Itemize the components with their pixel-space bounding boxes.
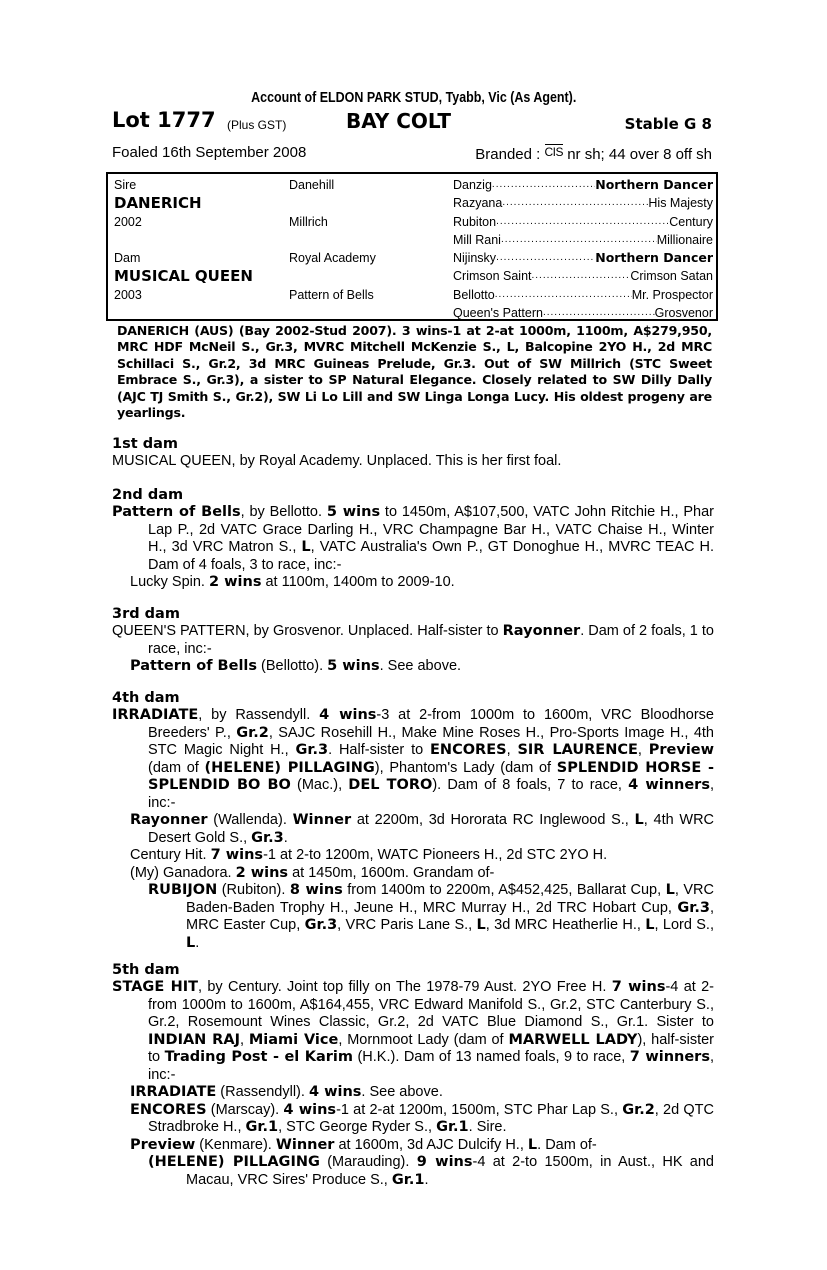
text-run: . [283, 829, 288, 846]
bold-text: 5 wins [327, 658, 380, 674]
text-run: (Marscay). [206, 1101, 284, 1118]
bold-text: RUBIJON [148, 882, 218, 898]
leader-dots [532, 267, 631, 285]
section-heading: 1st dam [112, 436, 178, 452]
section-heading: 2nd dam [112, 487, 184, 503]
vendor-account: Account of ELDON PARK STUD, Tyabb, Vic (As Agent). [251, 90, 577, 106]
text-run: -4 at 2-to 1500m, in Aust., HK and Macau, VRC Sires' Produce S., [186, 1154, 715, 1188]
text-run: (H.K.). Dam of 13 named foals, 9 to race, [353, 1049, 630, 1065]
progeny-list [112, 574, 714, 592]
text-run: , 2d QTC Stradbroke H., [148, 1101, 714, 1135]
bold-text: L [186, 934, 196, 951]
text-run: , [506, 742, 518, 758]
text-run: , inc:- [148, 1049, 714, 1083]
ancestor-row: Mill Rani ..... Millionaire [453, 231, 713, 249]
text-run: (dam of [148, 759, 205, 776]
brand-description [475, 144, 712, 163]
text-run: , VRC Baden-Baden Trophy H., Jeune H., MRC Murray H., 2d TRC Hobart Cup, [186, 882, 714, 916]
progeny-entry [112, 1102, 714, 1137]
text-run: (My) Ganadora. [130, 864, 236, 881]
bold-text: L [301, 539, 311, 555]
bold-text: Gr.1 [436, 1119, 469, 1135]
bold-text: Gr.2 [236, 724, 269, 741]
bold-text: (HELENE) PILLAGING [148, 1154, 320, 1170]
bold-text: Rayonner [130, 812, 208, 828]
bold-text: IRRADIATE [112, 707, 199, 723]
ancestor-row: Nijinsky ..... Northern Dancer [453, 249, 713, 267]
bold-text: 9 wins [416, 1154, 473, 1170]
text-run: , 4th WRC Desert Gold S., [148, 812, 715, 846]
plus-gst-note: (Plus GST) [227, 118, 287, 132]
bold-text: 2 wins [209, 574, 262, 590]
text-run: , Mornmoot Lady (dam of [338, 1031, 509, 1048]
horse-description: BAY COLT [346, 109, 452, 133]
sire-year: 2002 [114, 215, 142, 229]
leader-dots [492, 176, 595, 194]
text-run: , MRC Easter Cup, [186, 899, 714, 933]
progeny-entry [112, 812, 714, 847]
progeny-list [112, 1084, 714, 1154]
ancestor-row: Rubiton ..... Century [453, 213, 713, 231]
text-run: , by Bellotto. [240, 504, 327, 520]
bold-text: L [527, 1136, 538, 1153]
text-run: . Dam of- [537, 1136, 597, 1153]
progeny-entry [112, 1154, 714, 1189]
leader-dots [502, 194, 648, 212]
stable-location: Stable G 8 [624, 115, 712, 133]
ancestor-row: Danzig ..... Northern Dancer [453, 176, 713, 194]
sire-label: Sire [114, 178, 137, 192]
text-run: . Half-sister to [328, 742, 431, 758]
ancestor-row: Bellotto ..... Mr. Prospector [453, 286, 713, 304]
text-run: . [195, 934, 200, 951]
dam-name: MUSICAL QUEEN [114, 267, 253, 285]
progeny-entry [112, 1137, 714, 1155]
bold-text: Winner [275, 1136, 335, 1153]
bold-text: Gr.1 [245, 1119, 279, 1135]
section-heading: 5th dam [112, 962, 180, 978]
progeny-entry [112, 847, 714, 865]
dam-label: Dam [114, 251, 141, 265]
grandprogeny-list [112, 882, 714, 952]
bold-text: 4 wins [308, 1084, 362, 1100]
text-run: , 3d MRC Heatherlie H., [485, 917, 646, 933]
text-run: to 1450m, A$107,500, VATC John Ritchie H., Phar Lap P., 2d VATC Grace Darling H., VRC Champagne Bar H., VATC Chaise H., Winter H., 3d VRC Matron S., [148, 504, 714, 555]
bold-text: Trading Post - el Karim [164, 1049, 354, 1065]
dam-record [112, 979, 714, 1084]
bold-text: Gr.1 [391, 1171, 425, 1188]
progeny-entry [112, 574, 714, 592]
bold-text: SIR LAURENCE [517, 742, 638, 758]
bold-text: Gr.3 [304, 917, 338, 933]
bold-text: Miami Vice [248, 1031, 339, 1048]
sire-summary: DANERICH (AUS) (Bay 2002-Stud 2007). 3 wins-1 at 2-at 1000m, 1100m, A$279,950, MRC HDF McNeil S., Gr.3, MVRC Mitchell McKenzie S., L, Balcopine 2YO H., 2d MRC Schillaci S., Gr.2, 3d MRC Guineas Prelude, Gr.3. Out of SW Millrich (STC Sweet Embrace S., Gr.3), a sister to SP Natural Elegance. Closely related to SW Dilly Dally (AJC TJ Smith S., Gr.2), SW Li Lo Lill and SW Linga Longa Lucy. His oldest progeny are yearlings. [117, 323, 712, 421]
text-run: -1 at 2-to 1200m, WATC Pioneers H., 2d STC 2YO H. [263, 847, 608, 863]
text-run: . [424, 1171, 429, 1188]
bold-text: L [634, 812, 644, 828]
first-dam-section [112, 436, 714, 471]
text-run: from 1400m to 2200m, A$452,425, Ballarat Cup, [342, 882, 666, 898]
second-dam-section [112, 487, 714, 592]
bold-text: DEL TORO [348, 777, 433, 793]
text-run: , STC George Ryder S., [278, 1119, 437, 1135]
bold-text: Gr.2 [622, 1101, 655, 1118]
dam-record [112, 707, 714, 812]
progeny-entry [112, 882, 714, 952]
bold-text: 8 wins [289, 882, 343, 898]
ancestor-row: Crimson Saint ..... Crimson Satan [453, 267, 713, 285]
sire-dam: Millrich [289, 215, 328, 229]
bold-text: 4 winners [628, 777, 710, 793]
bold-text: SPLENDID HORSE - SPLENDID BO BO [148, 759, 715, 793]
text-run: at 1600m, 3d AJC Dulcify H., [334, 1136, 528, 1153]
bold-text: 4 wins [283, 1101, 337, 1118]
fifth-dam-section [112, 962, 714, 1189]
text-run: at 1100m, 1400m to 2009-10. [261, 574, 455, 590]
bold-text: Gr.3 [677, 899, 710, 916]
dam-sire: Royal Academy [289, 251, 376, 265]
dam-year: 2003 [114, 288, 142, 302]
bold-text: Rayonner [502, 623, 581, 639]
text-run: . See above. [379, 658, 462, 674]
section-heading: 4th dam [112, 690, 180, 706]
text-run: (Bellotto). [257, 658, 328, 674]
progeny-list [112, 812, 714, 882]
bold-text: MARWELL LADY [508, 1031, 638, 1048]
ancestor-row: Razyana ..... His Majesty [453, 194, 713, 212]
bold-text: (HELENE) PILLAGING [204, 759, 375, 776]
bold-text: Winner [292, 812, 352, 828]
text-run: . See above. [361, 1084, 443, 1100]
bold-text: ENCORES [430, 742, 507, 758]
leader-dots [501, 231, 657, 249]
text-run: (Marauding). [319, 1154, 417, 1170]
bold-text: STAGE HIT [112, 979, 199, 995]
text-run: (Kenmare). [195, 1136, 276, 1153]
progeny-entry [112, 658, 714, 676]
text-run: , VRC Paris Lane S., [337, 917, 477, 933]
text-run: -4 at 2-from 1000m to 1600m, A$164,455, VRC Edward Manifold S., Gr.2, STC Canterbury S., Gr.2, Rosemount Wines Classic, Gr.2, 2d VATC Blue Diamond S., Gr.1. Sister to [148, 979, 714, 1030]
sire-sire: Danehill [289, 178, 335, 192]
leader-dots [543, 304, 655, 322]
text-run: (Rubiton). [217, 882, 290, 898]
text-run: . Dam of 2 foals, 1 to race, inc:- [148, 623, 714, 657]
text-run: , inc:- [148, 777, 714, 811]
ancestor-row: Queen's Pattern ..... Grosvenor [453, 304, 713, 322]
text-run: , VATC Australia's Own P., GT Donoghue H., MVRC TEAC H. Dam of 4 foals, 3 to race, inc:- [148, 539, 714, 573]
branded-label: Branded : [475, 146, 541, 163]
grandprogeny-list [112, 1154, 714, 1189]
foaled-date: Foaled 16th September 2008 [112, 144, 307, 161]
section-heading: 3rd dam [112, 606, 180, 622]
lot-number: Lot 1777 [112, 108, 216, 132]
bold-text: 2 wins [235, 864, 289, 881]
progeny-list [112, 658, 714, 676]
text-run: -3 at 2-from 1000m to 1600m, VRC Bloodhorse Breeders' P., [148, 707, 714, 741]
text-run: (Rassendyll). [216, 1084, 309, 1100]
text-run: , Lord S., [654, 917, 714, 933]
sire-name: DANERICH [114, 194, 202, 212]
brand-mark-icon: CIS [544, 145, 564, 159]
lot-line [112, 108, 712, 138]
bold-text: Preview [130, 1136, 196, 1153]
bold-text: L [665, 882, 675, 898]
bold-text: ENCORES [130, 1101, 207, 1118]
bold-text: 5 wins [326, 504, 381, 520]
progeny-entry [112, 865, 714, 883]
bold-text: 4 wins [319, 707, 377, 723]
bold-text: 7 wins [611, 979, 666, 995]
brand-detail: nr sh; 44 over 8 off sh [567, 146, 712, 163]
progeny-entry [112, 1084, 714, 1102]
text-run: , by Rassendyll. [198, 707, 320, 723]
text-run: Century Hit. [130, 847, 211, 863]
text-run: (Mac.), [290, 777, 349, 793]
text-run: Lucky Spin. [130, 574, 209, 590]
third-dam-section [112, 606, 714, 676]
text-run: , [239, 1031, 249, 1048]
text-run: QUEEN'S PATTERN, by Grosvenor. Unplaced. Half-sister to [112, 623, 503, 639]
bold-text: 7 winners [629, 1049, 710, 1065]
text-run: , by Century. Joint top filly on The 1978-79 Aust. 2YO Free H. [198, 979, 612, 995]
bold-text: L [645, 917, 655, 933]
bold-text: Pattern of Bells [130, 658, 258, 674]
text-run: ), half-sister to [148, 1031, 714, 1065]
bold-text: Preview [648, 742, 715, 758]
leader-dots [496, 213, 669, 231]
bold-text: L [476, 917, 486, 933]
pedigree-table [106, 172, 718, 321]
bold-text: IRRADIATE [130, 1084, 217, 1100]
bold-text: Gr.3 [295, 742, 329, 758]
bold-text: 7 wins [210, 847, 264, 863]
text-run: (Wallenda). [207, 812, 293, 828]
dam-record [112, 623, 714, 658]
fourth-dam-section [112, 690, 714, 952]
text-run: , [637, 742, 649, 758]
bold-text: Pattern of Bells [112, 504, 241, 520]
dam-dam: Pattern of Bells [289, 288, 374, 302]
leader-dots [496, 249, 595, 267]
text-run: . Sire. [468, 1119, 507, 1135]
text-run: , SAJC Rosehill H., Make Mine Roses H., Pro-Sports Image H., 4th STC Magic Night H., [148, 724, 714, 758]
text-run: at 2200m, 3d Hororata RC Inglewood S., [351, 812, 635, 828]
text-run: at 1450m, 1600m. Grandam of- [288, 864, 495, 881]
bold-text: Gr.3 [251, 829, 284, 846]
dam-record [112, 504, 714, 574]
bold-text: INDIAN RAJ [148, 1031, 240, 1048]
text-run: ), Phantom's Lady (dam of [374, 759, 557, 776]
text-run: ). Dam of 8 foals, 7 to race, [432, 777, 629, 793]
dam-record: MUSICAL QUEEN, by Royal Academy. Unplaced. This is her first foal. [112, 453, 562, 469]
text-run: -1 at 2-at 1200m, 1500m, STC Phar Lap S., [336, 1101, 623, 1118]
leader-dots [495, 286, 632, 304]
